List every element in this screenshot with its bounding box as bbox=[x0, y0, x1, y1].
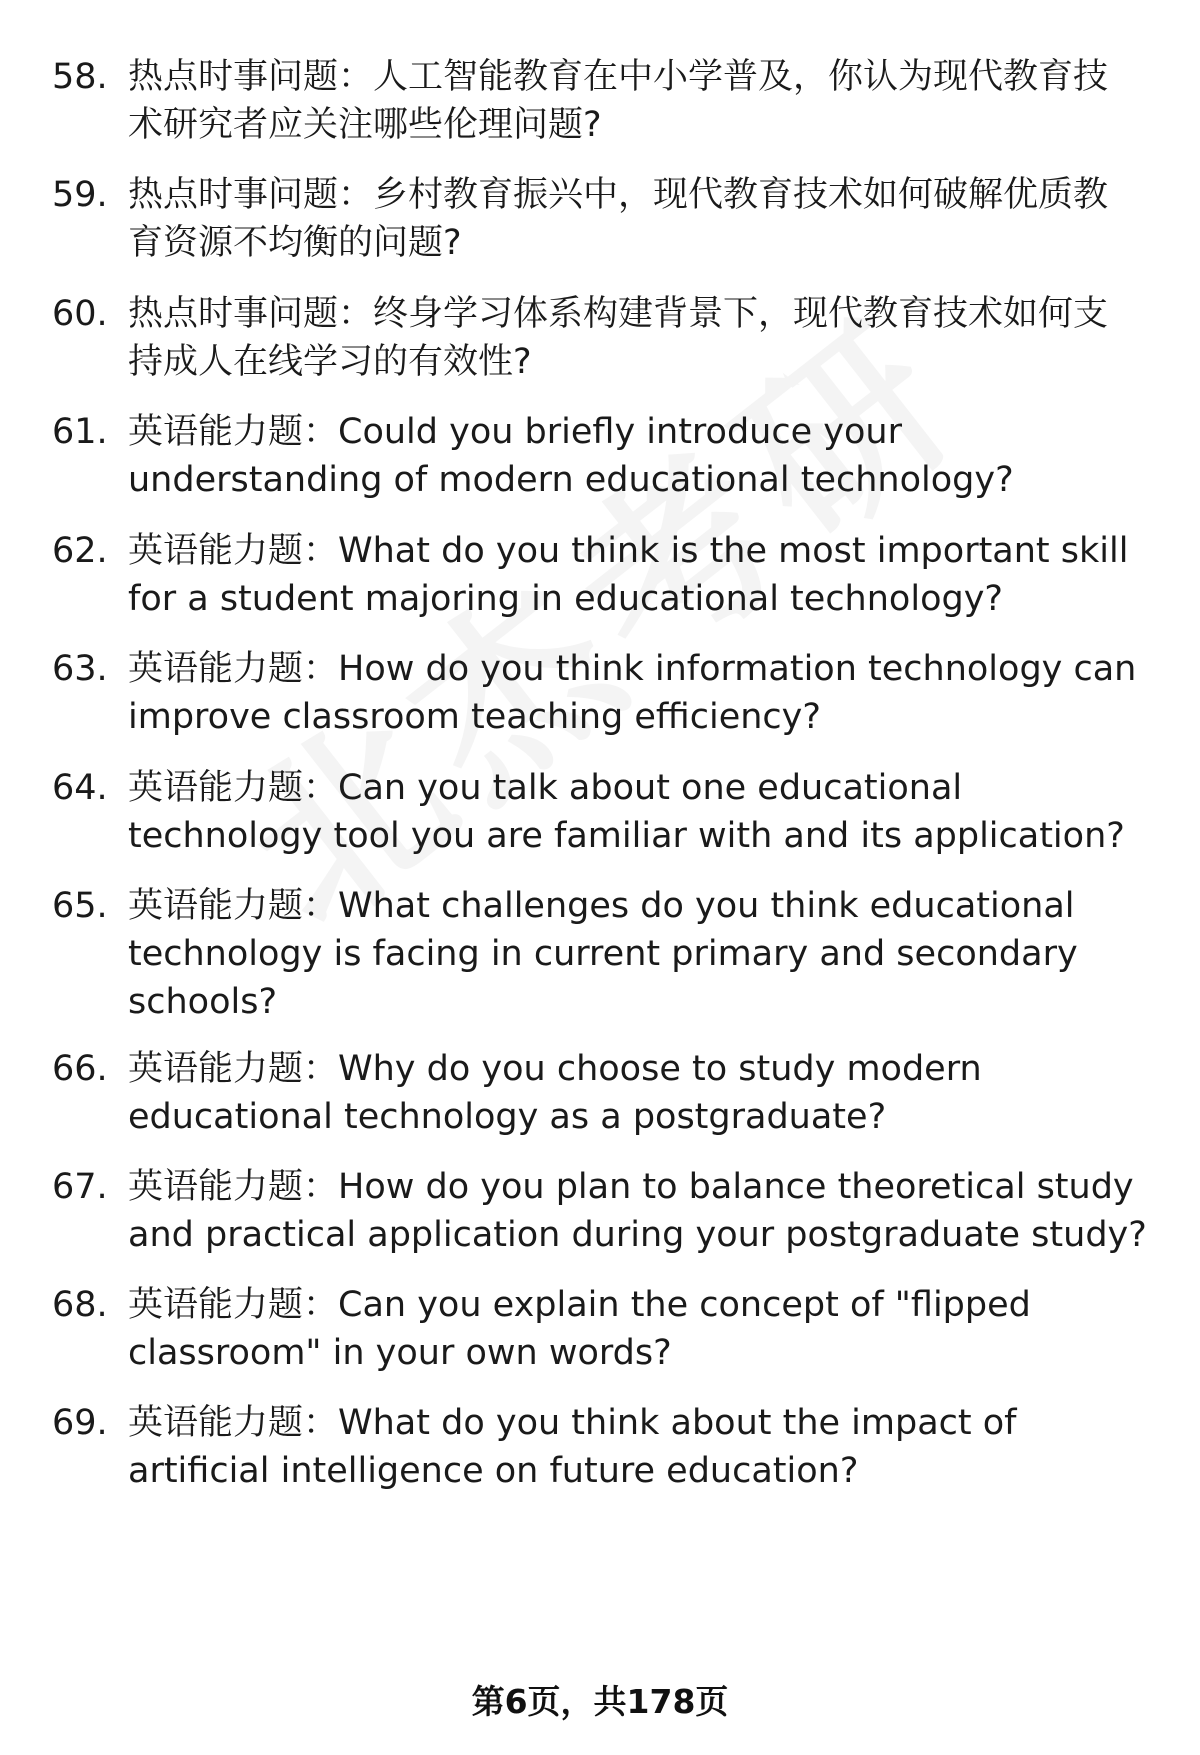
question-text bbox=[128, 408, 1148, 504]
question-number: 58. bbox=[52, 57, 108, 97]
question-category: 英语能力题： bbox=[128, 412, 339, 452]
question-text bbox=[128, 882, 1148, 1026]
question-text bbox=[128, 1045, 1148, 1141]
question-number: 68. bbox=[52, 1285, 108, 1325]
question-category: 英语能力题： bbox=[128, 886, 339, 926]
question-text bbox=[128, 527, 1148, 623]
question-line: 乡村教育振兴中，现代教育技术如何破解优质教 bbox=[373, 175, 1109, 215]
question-text bbox=[128, 53, 1148, 149]
question-number: 69. bbox=[52, 1403, 108, 1443]
question-category: 英语能力题： bbox=[128, 1403, 339, 1443]
question-line: What challenges do you think educational bbox=[338, 886, 1075, 926]
question-category: 英语能力题： bbox=[128, 531, 339, 571]
question-line: and practical application during your postgraduate study? bbox=[128, 1215, 1147, 1255]
question-line: Can you explain the concept of "flipped bbox=[338, 1285, 1031, 1325]
question-line: 术研究者应关注哪些伦理问题? bbox=[128, 105, 602, 145]
question-line: improve classroom teaching efficiency? bbox=[128, 697, 821, 737]
question-number: 65. bbox=[52, 886, 108, 926]
question-category: 英语能力题： bbox=[128, 649, 339, 689]
question-line: Can you talk about one educational bbox=[338, 768, 963, 808]
question-line: What do you think about the impact of bbox=[338, 1403, 1017, 1443]
question-line: How do you plan to balance theoretical study bbox=[338, 1167, 1134, 1207]
question-text bbox=[128, 1163, 1148, 1259]
question-line: 持成人在线学习的有效性? bbox=[128, 342, 532, 382]
question-number: 66. bbox=[52, 1049, 108, 1089]
question-text bbox=[128, 645, 1148, 741]
question-line: artificial intelligence on future education? bbox=[128, 1451, 859, 1491]
question-line: classroom" in your own words? bbox=[128, 1333, 672, 1373]
question-number: 60. bbox=[52, 294, 108, 334]
question-line: technology tool you are familiar with and its application? bbox=[128, 816, 1125, 856]
question-text bbox=[128, 1399, 1148, 1495]
question-line: 育资源不均衡的问题? bbox=[128, 223, 462, 263]
question-line: What do you think is the most important skill bbox=[338, 531, 1129, 571]
question-line: 人工智能教育在中小学普及，你认为现代教育技 bbox=[373, 57, 1109, 97]
question-line: schools? bbox=[128, 982, 278, 1022]
question-number: 59. bbox=[52, 175, 108, 215]
question-category: 英语能力题： bbox=[128, 1167, 339, 1207]
question-number: 63. bbox=[52, 649, 108, 689]
question-line: educational technology as a postgraduate? bbox=[128, 1097, 887, 1137]
question-line: Why do you choose to study modern bbox=[338, 1049, 982, 1089]
question-line: understanding of modern educational technology? bbox=[128, 460, 1014, 500]
question-text bbox=[128, 171, 1148, 267]
question-line: technology is facing in current primary and secondary bbox=[128, 934, 1078, 974]
question-category: 热点时事问题： bbox=[128, 175, 374, 215]
question-line: How do you think information technology can bbox=[338, 649, 1137, 689]
question-category: 热点时事问题： bbox=[128, 57, 374, 97]
question-text bbox=[128, 764, 1148, 860]
question-line: Could you briefly introduce your bbox=[338, 412, 902, 452]
question-line: for a student majoring in educational technology? bbox=[128, 579, 1003, 619]
question-number: 62. bbox=[52, 531, 108, 571]
question-category: 英语能力题： bbox=[128, 768, 339, 808]
question-category: 英语能力题： bbox=[128, 1285, 339, 1325]
question-category: 热点时事问题： bbox=[128, 294, 374, 334]
question-number: 67. bbox=[52, 1167, 108, 1207]
question-category: 英语能力题： bbox=[128, 1049, 339, 1089]
question-line: 终身学习体系构建背景下，现代教育技术如何支 bbox=[373, 294, 1109, 334]
question-text bbox=[128, 1281, 1148, 1377]
question-number: 61. bbox=[52, 412, 108, 452]
question-number: 64. bbox=[52, 768, 108, 808]
page-footer: 第6页，共178页 bbox=[471, 1682, 729, 1721]
question-text bbox=[128, 290, 1148, 386]
